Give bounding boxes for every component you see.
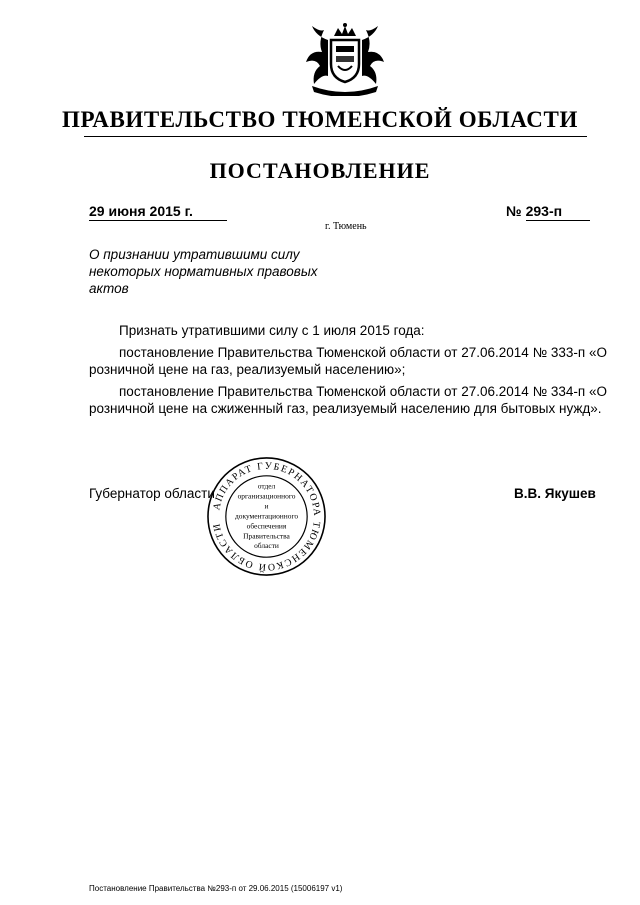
header-rule (84, 136, 587, 137)
body-paragraph-2: постановление Правительства Тюменской области от 27.06.2014 № 333-п «О розничной цене на газ, реализуемый населению»; (89, 345, 607, 377)
official-stamp-icon (205, 455, 328, 578)
stamp-line-1: отдел (257, 481, 276, 491)
document-body (89, 322, 607, 417)
stamp-line-2: организационного (237, 491, 296, 501)
document-type-title: ПОСТАНОВЛЕНИЕ (209, 158, 431, 183)
body-paragraph-3: постановление Правительства Тюменской области от 27.06.2014 № 334-п «О розничной цене на сжиженный газ, реализуемый населению для бытовых нужд». (89, 384, 607, 416)
signatory-name: В.В. Якушев (514, 486, 596, 501)
coat-of-arms-icon (298, 22, 392, 96)
number-value: 293-п (526, 203, 590, 221)
document-date: 29 июня 2015 г. (89, 203, 227, 221)
stamp-line-5: обеспечения (246, 521, 287, 531)
stamp-ring-text: АППАРАТ ГУБЕРНАТОРА ТЮМЕНСКОЙ ОБЛАСТИ (211, 460, 323, 573)
stamp-line-6: Правительства (243, 531, 290, 541)
number-prefix: № (506, 203, 522, 219)
stamp-line-4: документационного (234, 511, 299, 521)
signature-label: Губернатор области (89, 486, 215, 501)
body-paragraph-1: Признать утратившими силу с 1 июля 2015 года: (119, 323, 425, 338)
government-title: ПРАВИТЕЛЬСТВО ТЮМЕНСКОЙ ОБЛАСТИ (62, 107, 578, 132)
stamp-line-7: области (254, 541, 279, 551)
document-footer: Постановление Правительства №293-п от 29.06.2015 (15006197 v1) (89, 884, 343, 893)
document-city: г. Тюмень (325, 221, 367, 232)
document-number (506, 203, 594, 221)
document-subject: О признании утратившими силу некоторых нормативных правовых актов (89, 247, 318, 296)
stamp-line-3: и (264, 501, 269, 511)
